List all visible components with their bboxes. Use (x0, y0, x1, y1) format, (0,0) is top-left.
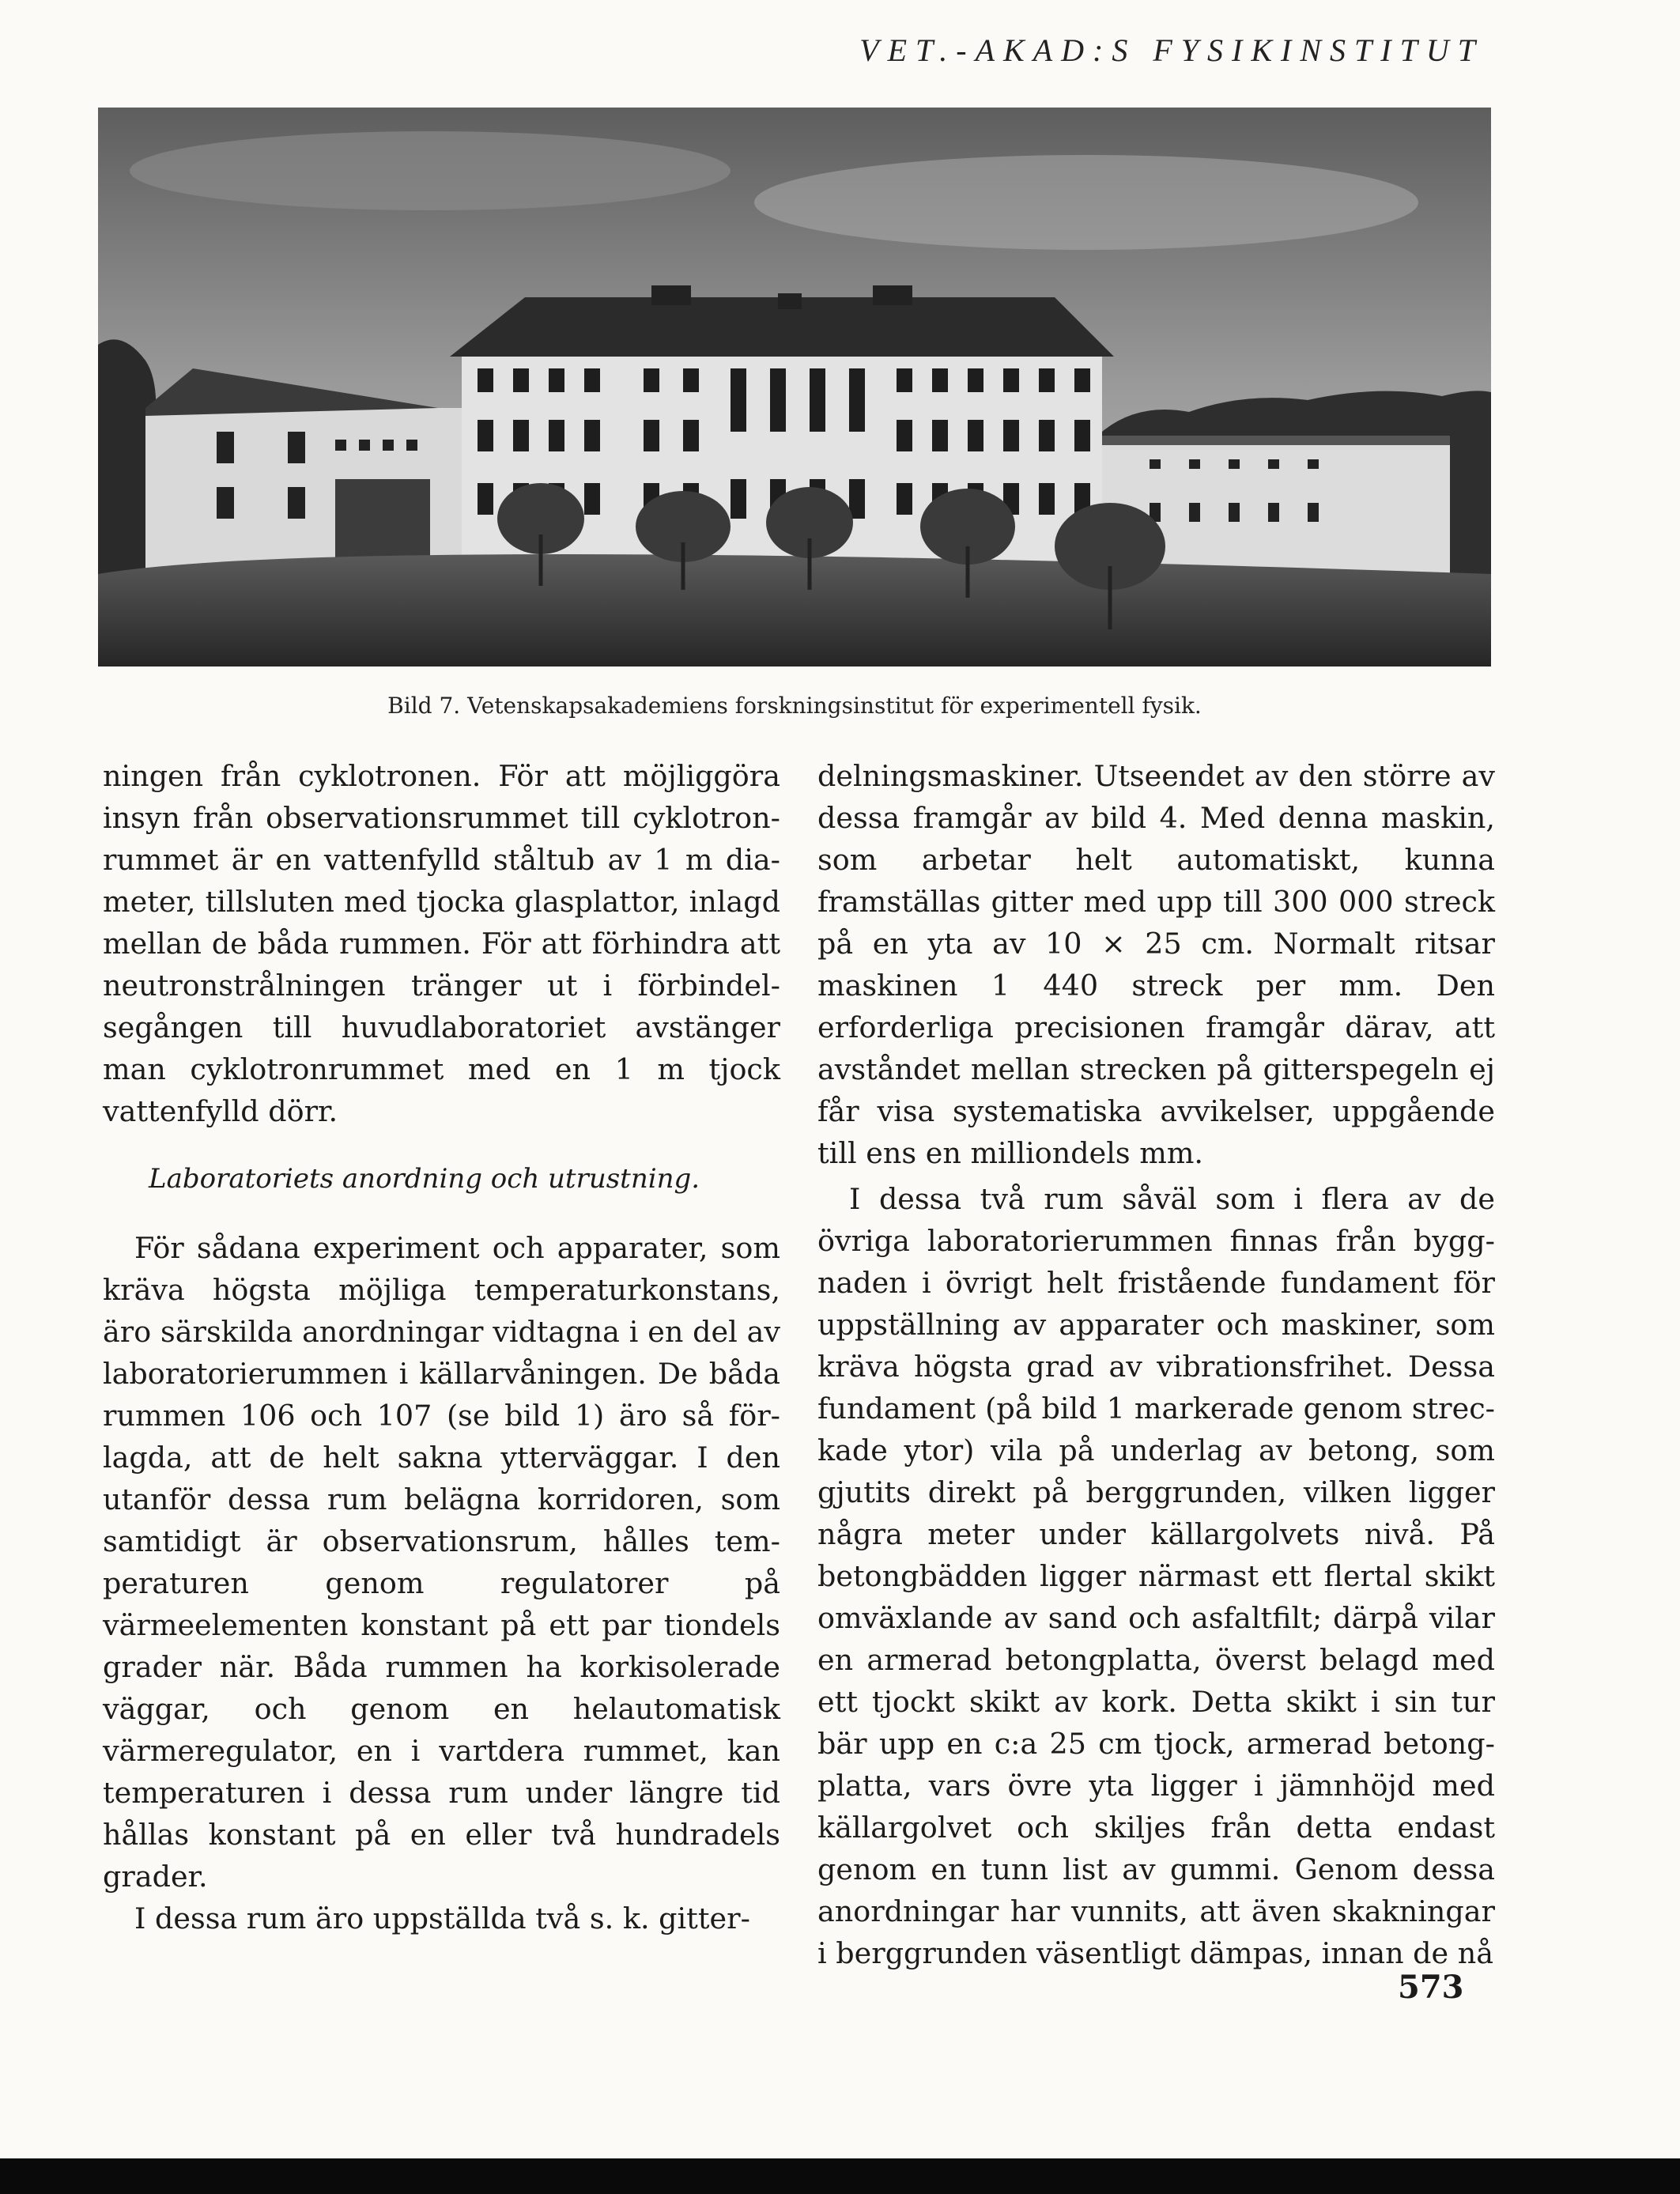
left-paragraph-2: För sådana experiment och apparater, som kräva högsta möjliga temperaturkonstans, äro särskilda anordningar vidtagna i en del av laboratorierummen i källarvåningen. De båda rummen 106 och 107 (se bild 1) äro så förlagda, att de helt sakna ytterväggar. I den utanför dessa rum belägna korridoren, som samtidigt är observationsrum, hålles temperaturen genom regulatorer på värmeelementen konstant på ett par tiondels grader när. Båda rummen ha korkisolerade väggar, och genom en helautomatisk värmeregulator, en i vartdera rummet, kan temperaturen i dessa rum under längre tid hållas konstant på en eller två hundradels grader. (103, 1231, 780, 1894)
scan-border (0, 2158, 1680, 2194)
figure-caption: Bild 7. Vetenskapsakademiens forskningsinstitut för experimentell fysik. (387, 693, 1202, 719)
building-photo-icon (98, 108, 1491, 667)
right-paragraph-2: I dessa två rum såväl som i flera av de övriga laboratorierummen finnas från byggnaden i övrigt helt fristående fundament för uppställning av apparater och maskiner, som kräva högsta grad av vibrationsfrihet. Dessa fundament (på bild 1 markerade genom streckade ytor) vila på underlag av betong, som gjutits direkt på berggrunden, vilken ligger några meter under källargolvets nivå. På betongbädden ligger närmast ett flertal skikt omväxlande av sand och asfaltfilt; därpå vilar en armerad betongplatta, överst belagd med ett tjockt skikt av kork. Detta skikt i sin tur bär upp en c:a 25 cm tjock, armerad betongplatta, vars övre yta ligger i jämnhöjd med källargolvet och skiljes från detta endast genom en tunn list av gummi. Genom dessa anordningar har vunnits, att även skakningar i berggrunden väsentligt dämpas, innan de nå (817, 1182, 1495, 1970)
left-paragraph-3: I dessa rum äro uppställda två s. k. gitter- (134, 1901, 750, 1935)
left-column (103, 755, 780, 1939)
building-photo (98, 108, 1491, 667)
running-header: VET.-AKAD:S FYSIKINSTITUT (859, 32, 1484, 68)
right-paragraph-1: delningsmaskiner. Utseendet av den större av dessa framgår av bild 4. Med denna maskin, som arbetar helt automatiskt, kunna framställas gitter med upp till 300 000 streck på en yta av 10 × 25 cm. Normalt ritsar maskinen 1 440 streck per mm. Den erforderliga precisionen framgår därav, att avståndet mellan strecken på gitterspegeln ej får visa systematiska avvikelser, uppgående till ens en milliondels mm. (817, 759, 1495, 1170)
section-subheading: Laboratoriets anordning och utrustning. (149, 1163, 700, 1195)
right-column (817, 755, 1495, 1974)
page-number: 573 (1398, 1969, 1464, 2006)
left-paragraph-1: ningen från cyklotronen. För att möjliggöra insyn från observationsrummet till cyklotronrummet är en vattenfylld ståltub av 1 m diameter, tillsluten med tjocka glasplattor, inlagd mellan de båda rummen. För att förhindra att neutronstrålningen tränger ut i förbindelsegången till huvudlaboratoriet avstänger man cyklotronrummet med en 1 m tjock vattenfylld dörr. (103, 759, 780, 1128)
